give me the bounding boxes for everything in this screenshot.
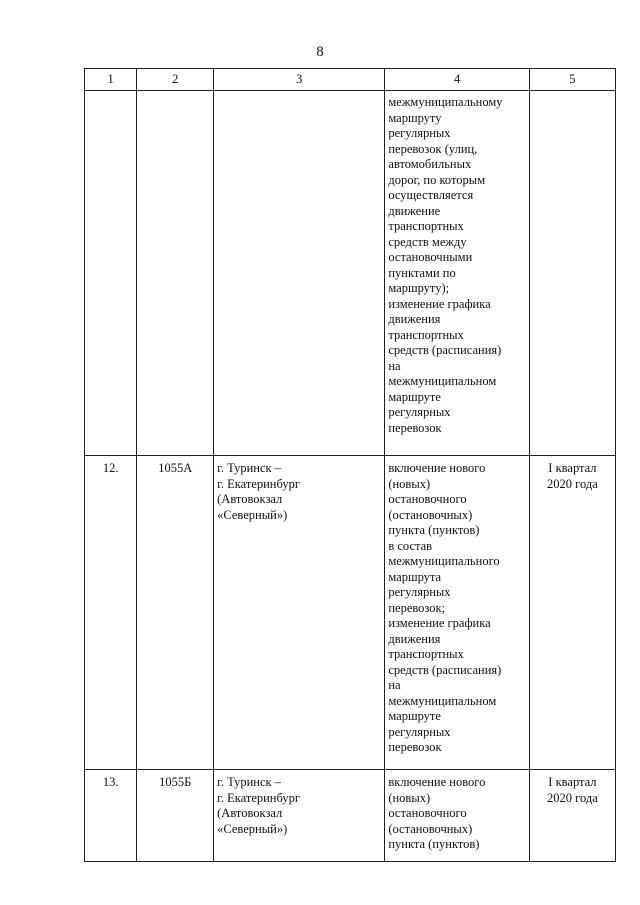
route-name-cell: г. Туринск – г. Екатеринбург (Автовокзал «Северный») <box>214 770 385 862</box>
date-cell: I квартал 2020 года <box>529 770 615 862</box>
column-header-3: 3 <box>214 69 385 91</box>
column-header-2: 2 <box>137 69 214 91</box>
page-number: 8 <box>316 44 324 60</box>
table-row <box>85 456 616 770</box>
column-header-1: 1 <box>85 69 137 91</box>
change-description-cell: включение нового (новых) остановочного (остановочных) пункта (пунктов) в состав межмуниципального маршрута регулярных перевозок; изменение графика движения транспортных средств (расписания) на межмуниципальном маршруте регулярных перевозок <box>385 456 530 770</box>
row-number-cell: 13. <box>85 770 137 862</box>
change-description-cell: включение нового (новых) остановочного (остановочных) пункта (пунктов) <box>385 770 530 862</box>
route-name-cell: г. Туринск – г. Екатеринбург (Автовокзал «Северный») <box>214 456 385 770</box>
table-row <box>85 91 616 456</box>
route-number-cell <box>137 91 214 456</box>
row-number-cell: 12. <box>85 456 137 770</box>
routes-table <box>84 68 616 862</box>
date-cell <box>529 91 615 456</box>
route-number-cell: 1055А <box>137 456 214 770</box>
route-number-cell: 1055Б <box>137 770 214 862</box>
table-header-row <box>85 69 616 91</box>
change-description-cell: межмуниципальному маршруту регулярных перевозок (улиц, автомобильных дорог, по которым осуществляется движение транспортных средств между остановочными пунктами по маршруту); изменение графика движения транспортных средств (расписания) на межмуниципальном маршруте регулярных перевозок <box>385 91 530 456</box>
date-cell: I квартал 2020 года <box>529 456 615 770</box>
table-row <box>85 770 616 862</box>
column-header-5: 5 <box>529 69 615 91</box>
column-header-4: 4 <box>385 69 530 91</box>
route-name-cell <box>214 91 385 456</box>
row-number-cell <box>85 91 137 456</box>
